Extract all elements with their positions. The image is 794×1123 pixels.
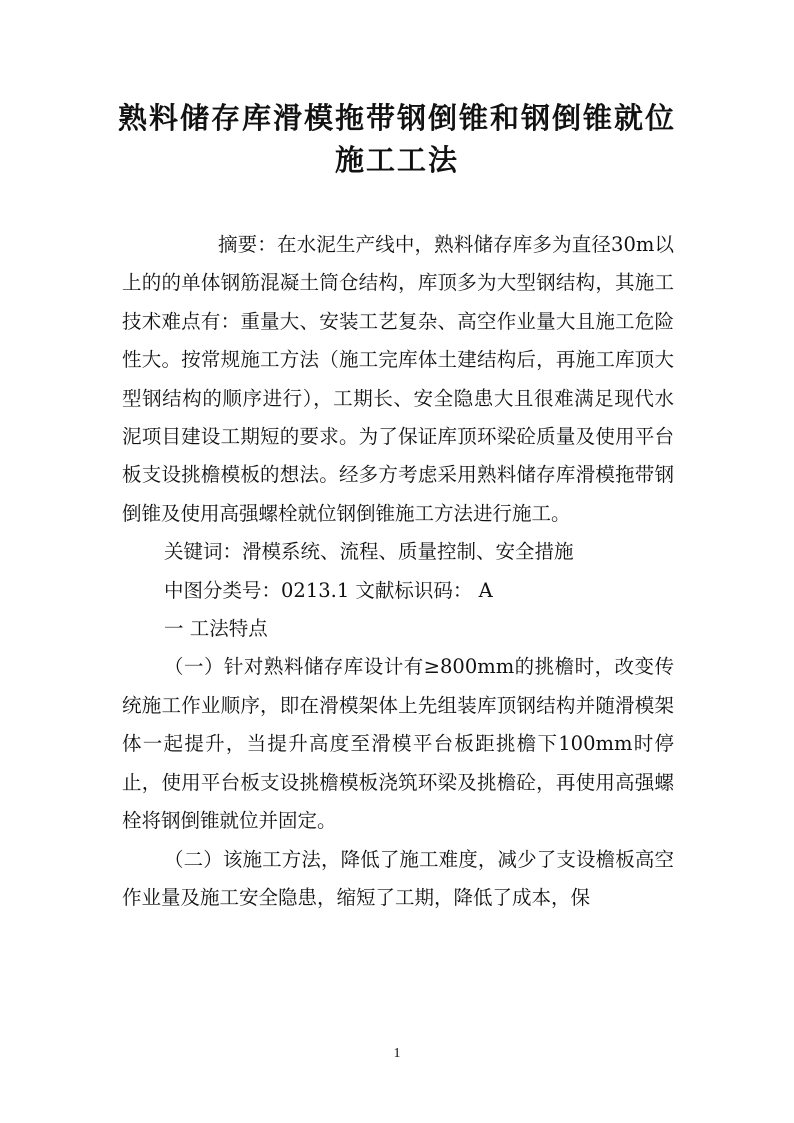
abstract-paragraph: 摘要：在水泥生产线中，熟料储存库多为直径30m以上的的单体钢筋混凝土筒仓结构，库顶多为大型钢结构，其施工技术难点有：重量大、安装工艺复杂、高空作业量大且施工危险性大。按常规施工方法（施工完库体土建结构后，再施工库顶大型钢结构的顺序进行），工期长、安全隐患大且很难满足现代水泥项目建设工期短的要求。为了保证库顶环梁砼质量及使用平台板支设挑檐模板的想法。经多方考虑采用熟料储存库滑模拖带钢倒锥及使用高强螺栓就位钢倒锥施工方法进行施工。 — [122, 233, 674, 525]
body-paragraph-1: （一）针对熟料储存库设计有≥800mm的挑檐时，改变传统施工作业顺序，即在滑模架体上先组装库顶钢结构并随滑模架体一起提升，当提升高度至滑模平台板距挑檐下100mm时停止，使用平台板支设挑檐模板浇筑环梁及挑檐砼，再使用高强螺栓将钢倒锥就位并固定。 — [122, 655, 674, 833]
document-title-line-2: 施工工法 — [334, 143, 459, 177]
section-heading: 一 工法特点 — [164, 617, 268, 641]
classification-line: 中图分类号：0213.1 文献标识码： A — [164, 578, 493, 602]
page-number: 1 — [393, 1046, 401, 1061]
keywords-line: 关键词：滑模系统、流程、质量控制、安全措施 — [164, 540, 574, 564]
document-body — [122, 226, 674, 917]
body-paragraph-2: （二）该施工方法，降低了施工难度，减少了支设檐板高空作业量及施工安全隐患，缩短了工期，降低了成本，保 — [122, 847, 674, 909]
document-title-line-1: 熟料储存库滑模拖带钢倒锥和钢倒锥就位 — [117, 101, 676, 135]
